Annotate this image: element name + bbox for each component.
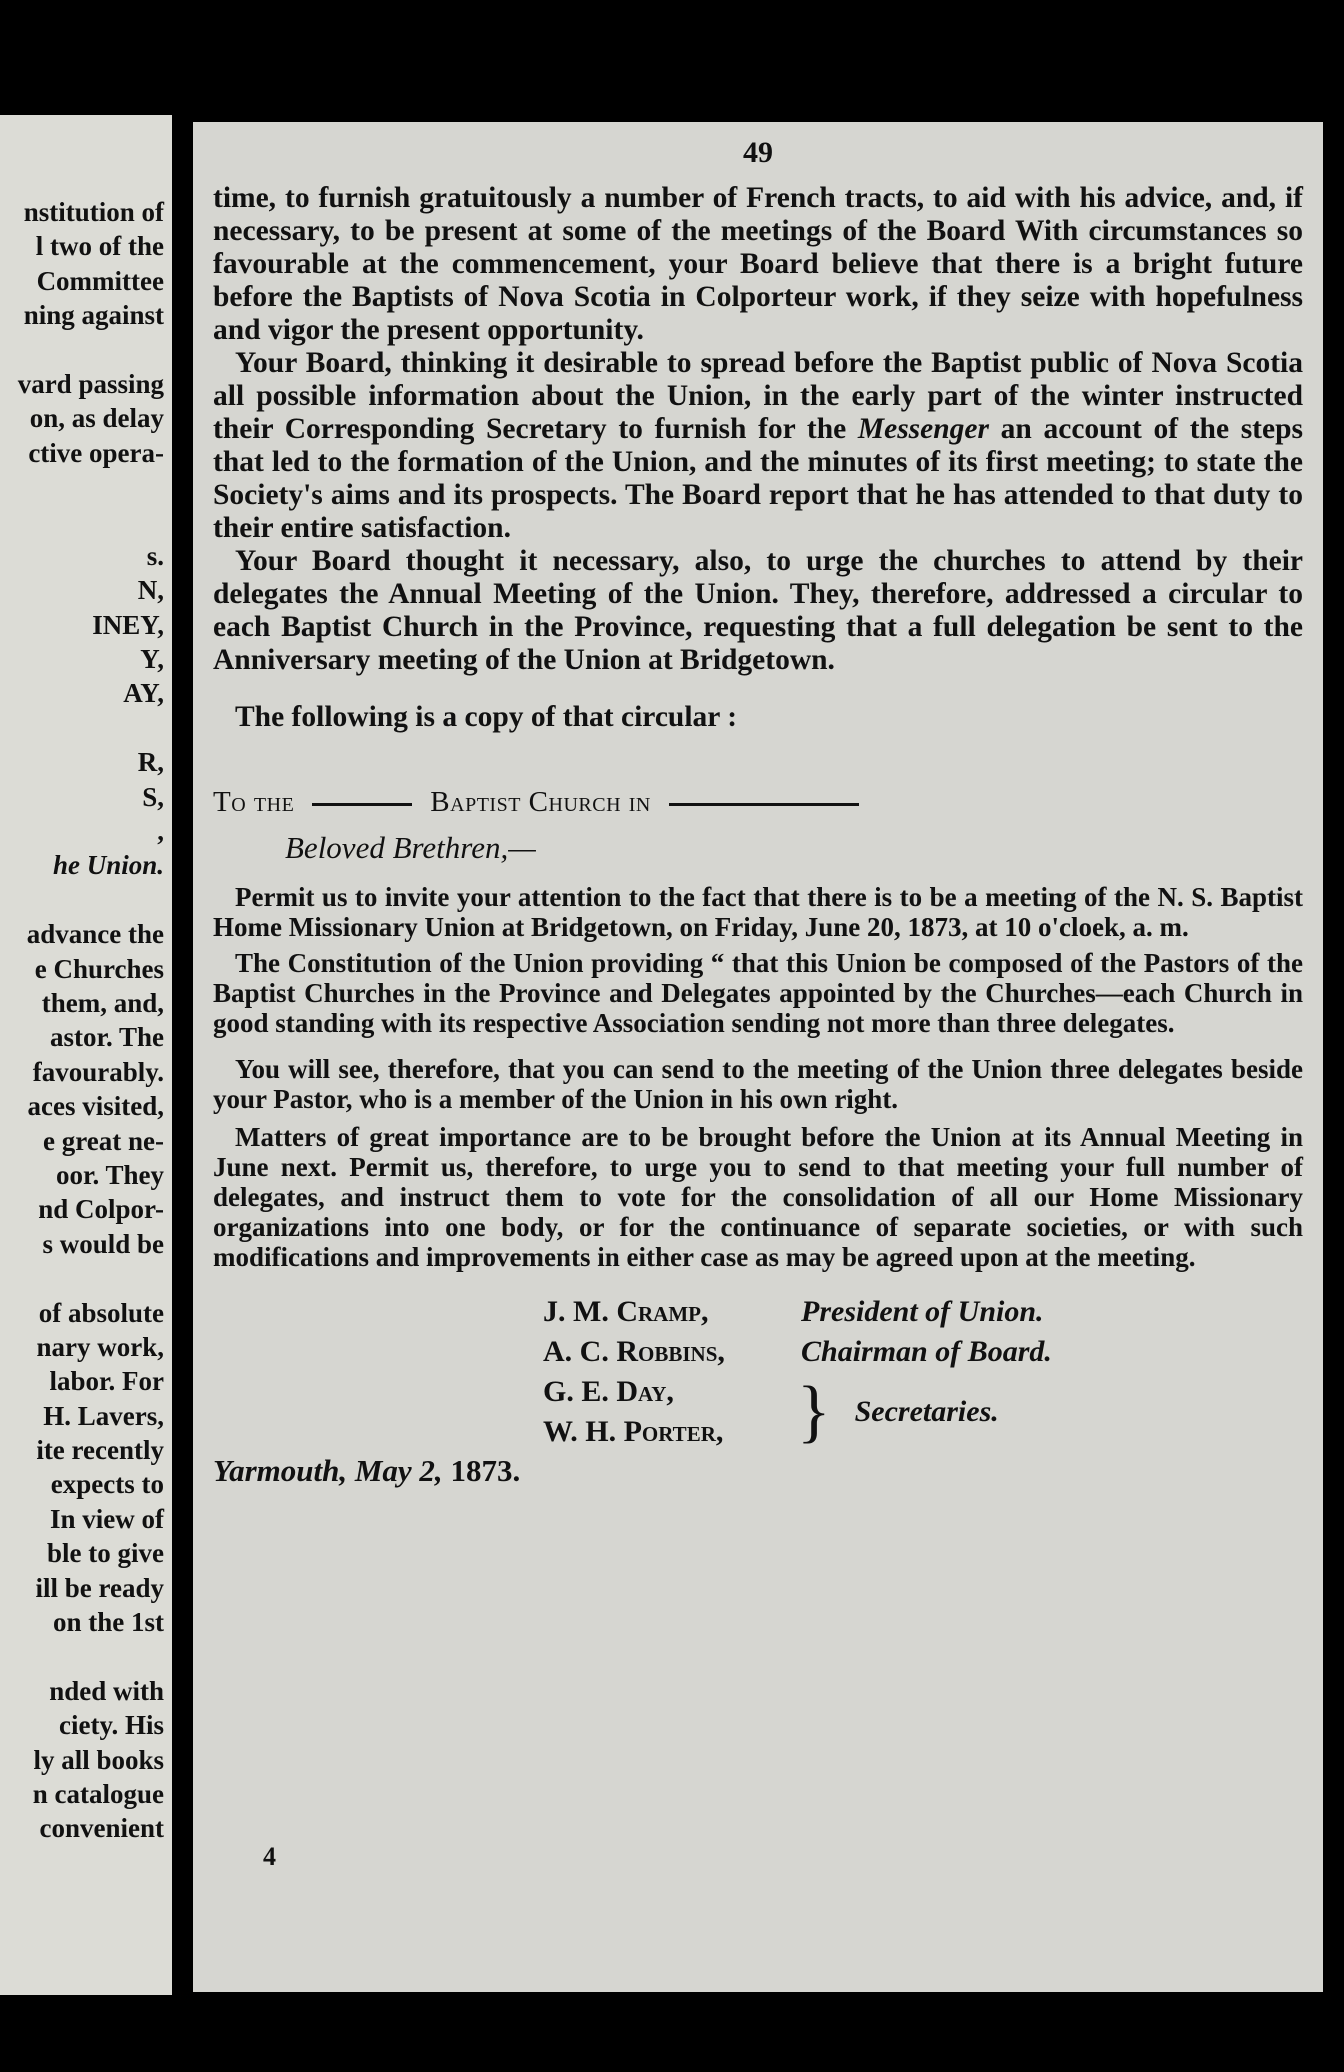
left-page-line: s would be	[42, 1228, 164, 1259]
circular-paragraph-constitution: The Constitution of the Union providing “ that this Union be composed of the Pastors of the Baptist Churches in the Province and Delegates appointed by the Churches—each Church in good standing with its respective Association sending not more than three delegates.	[213, 948, 1303, 1038]
left-page-line: R,	[137, 747, 164, 778]
left-page-line: convenient	[39, 1813, 164, 1844]
left-page-line: ,	[157, 816, 164, 847]
secretaries-group	[543, 1372, 1303, 1452]
signatory-role: President of Union.	[801, 1295, 1044, 1328]
left-page-line: ciety. His	[59, 1710, 164, 1741]
signatory-name: J. M. Cramp,	[543, 1295, 709, 1328]
left-page-line	[0, 1639, 164, 1673]
left-page-line	[0, 505, 164, 539]
left-page-line: H. Lavers,	[43, 1400, 164, 1431]
circular-paragraph-matters: Matters of great importance are to be brought before the Union at its Annual Meeting in June next. Permit us, therefore, to urge you to send to that meeting your full number of delegates, and instruct them to vote for the consolidation of all our Home Missionary organizations into one body, or for the continuance of separate societies, or with such modifications and improvements in either case as may be agreed upon at the meeting.	[213, 1122, 1303, 1272]
left-page-line: vard passing	[17, 368, 164, 399]
left-page-line: aces visited,	[27, 1091, 164, 1122]
left-page-line	[0, 1261, 164, 1295]
secretaries-label: Secretaries.	[854, 1395, 999, 1428]
paragraph-board-delegates: Your Board thought it necessary, also, to urge the churches to attend by their delegates the Annual Meeting of the Union. They, therefore, addressed a circular to each Baptist Church in the Province, requesting that a full delegation be sent to the Anniversary meeting of the Union at Bridgetown.	[213, 545, 1303, 676]
brace: }	[797, 1373, 831, 1450]
left-page-line: advance the	[26, 919, 164, 950]
left-page-line: ite recently	[36, 1435, 164, 1466]
signatory-row	[543, 1332, 1303, 1372]
left-page-line: Committee	[36, 265, 164, 296]
signature-block	[543, 1292, 1303, 1452]
left-page-line: AY,	[123, 678, 164, 709]
signatory-row	[543, 1292, 1303, 1332]
left-page-line	[0, 333, 164, 367]
left-page-fragment	[0, 115, 172, 1995]
circular-baptist-church-in: Baptist Church in	[430, 786, 651, 818]
circular-paragraph-meeting: Permit us to invite your attention to the fact that there is to be a meeting of the N. S. Baptist Home Missionary Union at Bridgetown, on Friday, June 20, 1873, at 10 o'cloek, a. m.	[213, 882, 1303, 942]
left-page-line: ctive opera-	[28, 437, 164, 468]
left-page-line: l two of the	[35, 231, 164, 262]
left-page-line: of absolute	[38, 1297, 164, 1328]
left-page-line: Y,	[140, 644, 164, 675]
left-page-line: labor. For	[49, 1366, 164, 1397]
page-content	[213, 182, 1303, 1487]
circular-heading	[213, 786, 1303, 819]
left-page-line: on the 1st	[52, 1607, 164, 1638]
left-page-line: N,	[137, 575, 164, 606]
left-page-line: he Union.	[52, 850, 164, 881]
circular-paragraph-delegates: You will see, therefore, that you can send to the meeting of the Union three delegates beside your Pastor, who is a member of the Union in his own right.	[213, 1054, 1303, 1114]
left-page-line: e Churches	[34, 953, 164, 984]
circular-to-the: To the	[213, 786, 295, 818]
left-page-line: oor. They	[55, 1159, 164, 1190]
left-page-line	[0, 883, 164, 917]
left-page-line: e great ne-	[43, 1125, 164, 1156]
left-page-line: nd Colpor-	[38, 1194, 164, 1225]
left-page-line: ning against	[23, 300, 164, 331]
left-page-lines	[0, 195, 164, 1846]
left-page-line	[0, 711, 164, 745]
left-page-line: ly all books	[33, 1744, 164, 1775]
paragraph-continued: time, to furnish gratuitously a number of French tracts, to aid with his advice, and, if necessary, to be present at some of the meetings of the Board With circumstances so favourable at the commencement, your Board believe that there is a bright future before the Baptists of Nova Scotia in Colporteur work, if they seize with hopefulness and vigor the present opportunity.	[213, 182, 1303, 346]
left-page-line: ble to give	[47, 1538, 164, 1569]
circular-salutation: Beloved Brethren,—	[285, 830, 536, 865]
left-page-line: INEY,	[92, 609, 164, 640]
secretaries-names	[543, 1372, 791, 1452]
signatory-role: Chairman of Board.	[801, 1335, 1052, 1368]
left-page-line: nary work,	[36, 1331, 164, 1362]
page-number: 49	[743, 136, 773, 169]
printer-signature-mark: 4	[263, 1842, 276, 1871]
left-page-line: favourably.	[32, 1056, 164, 1087]
paragraph-board-information: Your Board, thinking it desirable to spread before the Baptist public of Nova Scotia all possible information about the Union, in the early part of the winter instructed their Corresponding Secretary to furnish for the Messenger an account of the steps that led to the formation of the Union, and the minutes of its first meeting; to state the Society's aims and its prospects. The Board report that he has attended to that duty to their entire satisfaction.	[213, 347, 1303, 544]
left-page-line: on, as delay	[29, 403, 164, 434]
left-page-line: ill be ready	[35, 1572, 164, 1603]
place-and-date: Yarmouth, May 2, 1873.	[213, 1453, 521, 1488]
main-page	[193, 122, 1323, 1992]
left-page-line: nded with	[49, 1675, 164, 1706]
left-page-line: n catalogue	[32, 1778, 164, 1809]
signatory-name: G. E. Day,	[543, 1375, 674, 1408]
left-page-line: s.	[146, 540, 164, 571]
left-page-line: astor. The	[49, 1022, 164, 1053]
blank-rule	[669, 803, 859, 806]
left-page-line: nstitution of	[23, 197, 164, 227]
left-page-line	[0, 470, 164, 504]
blank-rule	[312, 803, 412, 806]
signatory-name: W. H. Porter,	[543, 1415, 724, 1448]
left-page-line: them, and,	[41, 987, 164, 1018]
signatory-name: A. C. Robbins,	[543, 1335, 725, 1368]
left-page-line: expects to	[50, 1469, 164, 1500]
paragraph-circular-intro: The following is a copy of that circular :	[235, 701, 738, 733]
left-page-line: S,	[142, 781, 164, 812]
left-page-line: In view of	[50, 1503, 164, 1534]
